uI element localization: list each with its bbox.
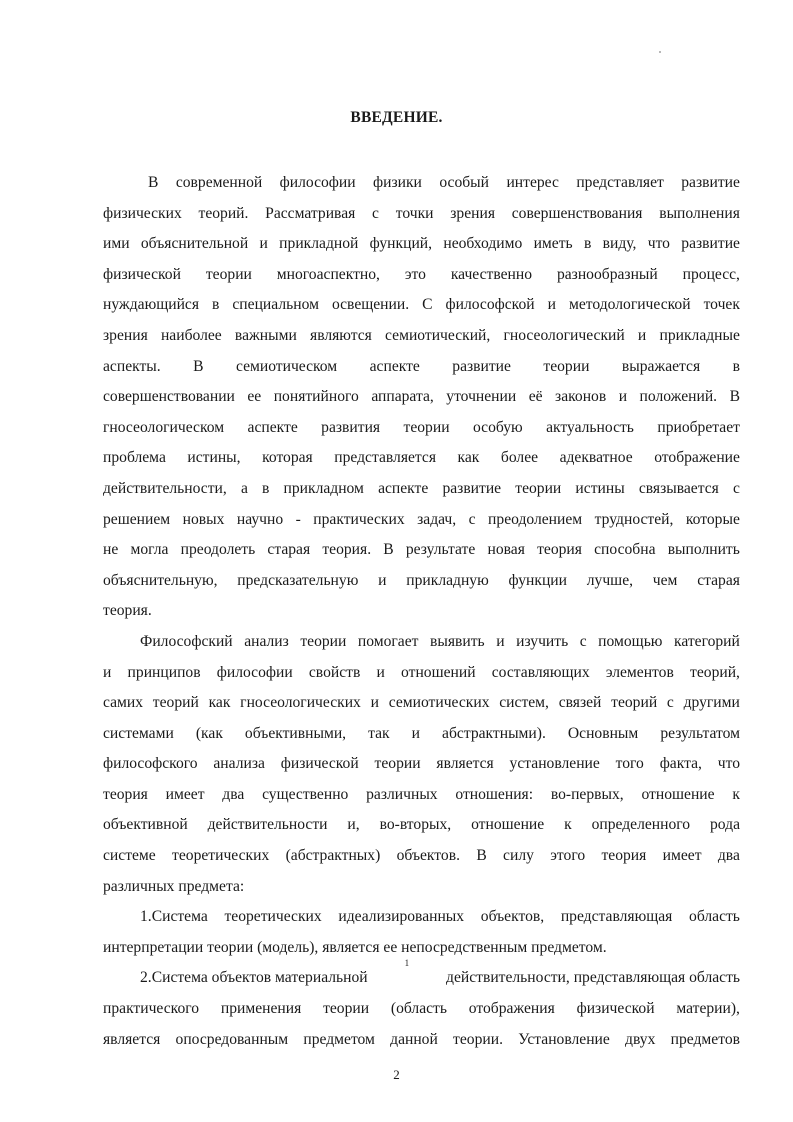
text-line: объяснительную, предсказательную и прикладную функции лучше, чем старая xyxy=(103,571,740,589)
page-number: 2 xyxy=(393,1067,400,1082)
text-line: В современной философии физики особый интерес представляет развитие xyxy=(148,174,740,191)
text-line: ими объяснительной и прикладной функций, необходимо иметь в виду, что развитие xyxy=(103,235,740,253)
text-line: системами (как объективными, так и абстрактными). Основным результатом xyxy=(103,724,740,742)
text-line: решением новых научно - практических задач, с преодолением трудностей, которые xyxy=(103,510,740,528)
text-line: системе теоретических (абстрактных) объектов. В силу этого теория имеет два xyxy=(103,847,740,865)
text-line: теория. xyxy=(103,602,152,620)
text-line: Философский анализ теории помогает выявить и изучить с помощью категорий xyxy=(140,632,740,650)
text-segment: действительности, представляющая область xyxy=(446,969,740,987)
text-line: философского анализа физической теории является установление того факта, что xyxy=(103,755,740,773)
text-line: гносеологическом аспекте развития теории особую актуальность приобретает xyxy=(103,418,740,436)
paragraph-3 xyxy=(103,902,740,963)
text-line: практического применения теории (область отображения физической материи), xyxy=(103,1000,740,1018)
text-line: и принципов философии свойств и отношений составляющих элементов теорий, xyxy=(103,663,740,681)
text-line: проблема истины, которая представляется как более адекватное отображение xyxy=(103,449,740,467)
footnote-mark: 1 xyxy=(404,958,410,969)
text-line: 1.Система теоретических идеализированных объектов, представляющая область xyxy=(140,908,740,926)
paragraph-1 xyxy=(103,168,740,627)
text-line: совершенствовании ее понятийного аппарата, уточнении её законов и положений. В xyxy=(103,388,740,406)
text-line: самих теорий как гносеологических и семиотических систем, связей теорий с другими xyxy=(103,694,740,712)
text-line: физических теорий. Рассматривая с точки зрения совершенствования выполнения xyxy=(103,204,740,222)
page-title: ВВЕДЕНИЕ. xyxy=(350,109,443,126)
text-segment: 2.Система объектов материальной xyxy=(140,969,368,987)
text-line: различных предмета: xyxy=(103,877,245,895)
text-line: зрения наиболее важными являются семиотический, гносеологический и прикладные xyxy=(103,326,740,344)
text-line: интерпретации теории (модель), является ее непосредственным предметом. xyxy=(103,938,607,956)
paragraph-2 xyxy=(103,627,740,902)
text-line: является опосредованным предметом данной теории. Установление двух предметов xyxy=(103,1030,740,1048)
paragraph-4 xyxy=(103,958,740,1055)
body-text xyxy=(103,168,740,1055)
text-line: аспекты. В семиотическом аспекте развитие теории выражается в xyxy=(103,357,740,375)
text-line-with-footnote xyxy=(103,958,740,994)
text-line: нуждающийся в специальном освещении. С философской и методологической точек xyxy=(103,296,740,314)
text-line: не могла преодолеть старая теория. В результате новая теория способна выполнить xyxy=(103,541,740,559)
text-line: физической теории многоаспектно, это качественно разнообразный процесс, xyxy=(103,265,740,283)
text-line: действительности, а в прикладном аспекте развитие теории истины связывается с xyxy=(103,479,740,497)
text-line: объективной действительности и, во-вторых, отношение к определенного рода xyxy=(103,816,740,834)
text-line: теория имеет два существенно различных отношения: во-первых, отношение к xyxy=(103,785,740,803)
scan-artifact xyxy=(659,51,661,53)
